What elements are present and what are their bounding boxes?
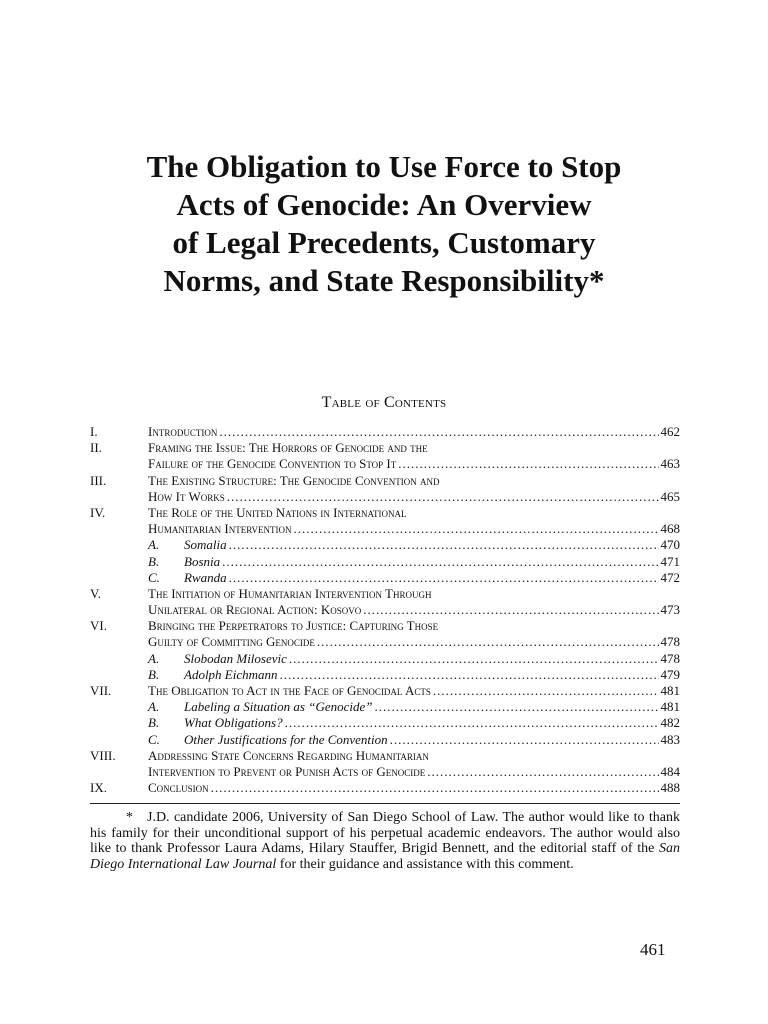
toc-entry xyxy=(148,505,680,521)
article-title xyxy=(100,148,668,300)
toc-row xyxy=(90,586,680,602)
toc-entry xyxy=(148,537,680,553)
toc-subsection-letter: A. xyxy=(148,650,160,666)
toc-page-number: 468 xyxy=(660,521,680,537)
toc-entry-label: Framing the Issue: The Horrors of Genocide and the xyxy=(148,440,428,456)
toc-row xyxy=(90,651,680,667)
toc-leader-dots xyxy=(222,554,658,570)
page-number: 461 xyxy=(640,940,666,959)
toc-leader-dots xyxy=(229,570,659,586)
toc-row xyxy=(90,699,680,715)
toc-page-number: 478 xyxy=(660,634,680,650)
toc-page-number: 481 xyxy=(660,683,680,698)
toc-leader-dots xyxy=(398,456,658,472)
toc-section-number: VII. xyxy=(90,683,112,698)
toc-entry-label: Addressing State Concerns Regarding Humanitarian xyxy=(148,747,429,763)
toc-page-number: 473 xyxy=(660,602,680,618)
toc-heading: Table of Contents xyxy=(321,394,447,411)
toc-row xyxy=(90,456,680,472)
toc-section-number: V. xyxy=(90,585,101,601)
toc-row xyxy=(90,505,680,521)
toc-leader-dots xyxy=(211,780,659,796)
toc-page-number: 462 xyxy=(660,424,680,439)
footnote-text-end: for their guidance and assistance with this comment. xyxy=(276,856,574,872)
toc-entry-label: Introduction xyxy=(148,424,218,439)
toc-subsection-letter: A. xyxy=(148,699,160,715)
toc-row xyxy=(90,780,680,796)
toc-entry-label: Bosnia xyxy=(184,553,221,569)
toc-leader-dots xyxy=(285,715,659,731)
toc-entry-label: The Obligation to Act in the Face of Genocidal Acts xyxy=(148,683,431,698)
toc-subsection-letter: C. xyxy=(148,569,160,585)
footnote-divider xyxy=(90,803,680,804)
toc-leader-dots xyxy=(375,699,659,715)
toc-entry xyxy=(148,748,680,764)
toc-entry-label: Other Justifications for the Convention xyxy=(184,731,388,747)
toc-entry-label: Guilty of Committing Genocide xyxy=(148,634,315,650)
toc-leader-dots xyxy=(427,764,658,780)
toc-entry-label: Somalia xyxy=(184,537,227,553)
footnote-journal: San Diego International Law Journal xyxy=(90,841,680,872)
toc-entry xyxy=(148,586,680,602)
toc-entry xyxy=(148,440,680,456)
toc-entry-label: Slobodan Milosevic xyxy=(184,650,287,666)
toc-leader-dots xyxy=(317,634,659,650)
toc-page-number: 483 xyxy=(660,731,680,747)
toc-entry xyxy=(148,764,680,780)
toc-page-number: 479 xyxy=(660,666,680,682)
toc-leader-dots xyxy=(289,651,659,667)
footnote-text: J.D. candidate 2006, University of San Diego School of Law. The author would like to thank his family for their unconditional support of his perpetual academic endeavors. The author would also like to thank Professor Laura Adams, Hilary Stauffer, Brigid Bennett, and the editorial staff of the xyxy=(90,810,680,857)
toc-subsection-letter: C. xyxy=(148,731,160,747)
toc-entry xyxy=(148,456,680,472)
toc-entry xyxy=(148,602,680,618)
toc-row xyxy=(90,554,680,570)
toc-entry-label: Conclusion xyxy=(148,780,209,796)
footnote xyxy=(90,810,680,872)
toc-page-number: 463 xyxy=(660,456,680,472)
toc-leader-dots xyxy=(433,683,659,699)
toc-entry xyxy=(148,683,680,699)
toc-page-number: 472 xyxy=(660,569,680,585)
toc-page-number: 484 xyxy=(660,763,680,779)
toc-leader-dots xyxy=(390,732,659,748)
toc-row xyxy=(90,602,680,618)
toc-row xyxy=(90,634,680,650)
toc-leader-dots xyxy=(227,489,659,505)
toc-page-number: 465 xyxy=(660,488,680,504)
toc-entry-label: The Initiation of Humanitarian Intervention Through xyxy=(148,585,432,601)
toc-entry-label: Adolph Eichmann xyxy=(184,666,278,682)
toc-entry xyxy=(148,780,680,796)
toc-section-number: IX. xyxy=(90,780,107,796)
footnote-marker: * xyxy=(126,810,133,825)
title-line: The Obligation to Use Force to Stop xyxy=(146,149,622,184)
toc-entry-label: What Obligations? xyxy=(184,715,283,731)
toc-entry-label: How It Works xyxy=(148,488,225,504)
toc-section-number: I. xyxy=(90,424,98,439)
toc-page-number: 478 xyxy=(660,650,680,666)
title-line: Acts of Genocide: An Overview xyxy=(176,187,592,222)
toc-entry-label: Rwanda xyxy=(184,569,227,585)
toc-entry xyxy=(148,424,680,440)
toc-entry-label: Failure of the Genocide Convention to Stop It xyxy=(148,456,397,472)
toc-entry-label: The Role of the United Nations in International xyxy=(148,504,407,520)
toc-row xyxy=(90,667,680,683)
toc-leader-dots xyxy=(229,537,659,553)
toc-subsection-letter: A. xyxy=(148,537,160,553)
toc-entry-label: Labeling a Situation as “Genocide” xyxy=(184,699,373,715)
toc-entry xyxy=(148,554,680,570)
toc-row xyxy=(90,440,680,456)
toc-page-number: 481 xyxy=(660,699,680,715)
toc-row xyxy=(90,618,680,634)
toc-row xyxy=(90,473,680,489)
toc-row xyxy=(90,715,680,731)
toc-section-number: VI. xyxy=(90,618,107,634)
toc-page-number: 482 xyxy=(660,715,680,731)
toc-subsection-letter: B. xyxy=(148,715,160,731)
toc-row xyxy=(90,521,680,537)
toc-section-number: IV. xyxy=(90,504,106,520)
toc-entry xyxy=(148,651,680,667)
toc-entry xyxy=(148,667,680,683)
toc-entry xyxy=(148,489,680,505)
toc-entry xyxy=(148,521,680,537)
toc-subsection-letter: B. xyxy=(148,666,160,682)
toc-entry-label: Unilateral or Regional Action: Kosovo xyxy=(148,602,362,618)
table-of-contents xyxy=(90,424,680,796)
toc-leader-dots xyxy=(280,667,659,683)
toc-entry-label: Humanitarian Intervention xyxy=(148,521,292,537)
toc-entry-label: Intervention to Prevent or Punish Acts of Genocide xyxy=(148,763,426,779)
toc-entry-label: The Existing Structure: The Genocide Convention and xyxy=(148,472,440,488)
title-line: Norms, and State Responsibility* xyxy=(163,263,605,298)
toc-subsection-letter: B. xyxy=(148,553,160,569)
toc-row xyxy=(90,570,680,586)
toc-entry xyxy=(148,715,680,731)
toc-entry xyxy=(148,634,680,650)
toc-section-number: VIII. xyxy=(90,747,116,763)
toc-row xyxy=(90,489,680,505)
toc-row xyxy=(90,732,680,748)
toc-leader-dots xyxy=(294,521,659,537)
toc-page-number: 470 xyxy=(660,537,680,553)
toc-entry xyxy=(148,473,680,489)
toc-page-number: 471 xyxy=(660,553,680,569)
toc-entry-label: Bringing the Perpetrators to Justice: Capturing Those xyxy=(148,618,439,634)
toc-section-number: III. xyxy=(90,472,107,488)
toc-row xyxy=(90,683,680,699)
toc-row xyxy=(90,748,680,764)
toc-page-number: 488 xyxy=(660,780,680,796)
toc-row xyxy=(90,764,680,780)
toc-leader-dots xyxy=(219,424,658,440)
toc-entry xyxy=(148,618,680,634)
toc-entry xyxy=(148,732,680,748)
toc-section-number: II. xyxy=(90,440,102,456)
toc-row xyxy=(90,424,680,440)
title-line: of Legal Precedents, Customary xyxy=(172,225,596,260)
toc-entry xyxy=(148,699,680,715)
toc-entry xyxy=(148,570,680,586)
toc-row xyxy=(90,537,680,553)
toc-leader-dots xyxy=(363,602,658,618)
